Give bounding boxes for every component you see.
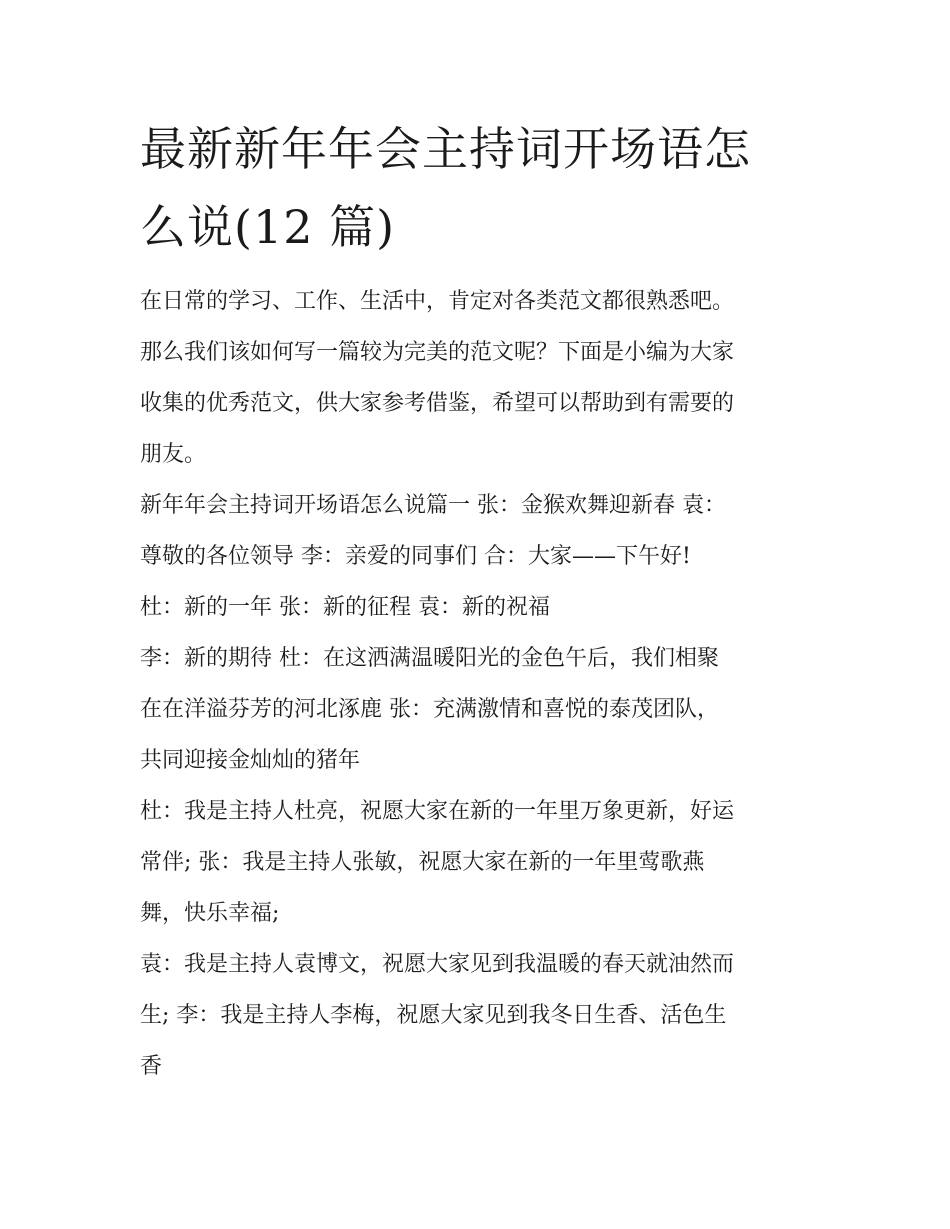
text-line: 收集的优秀范文，供大家参考借鉴，希望可以帮助到有需要的 — [140, 391, 735, 416]
document-title — [140, 110, 820, 266]
text-line: 朋友。 — [140, 442, 207, 467]
document-page — [140, 110, 820, 1092]
text-line: 杜：我是主持人杜亮，祝愿大家在新的一年里万象更新，好运 — [140, 799, 735, 824]
body-paragraph — [140, 480, 820, 582]
body-paragraph — [140, 786, 820, 939]
text-line: 尊敬的各位领导 李：亲爱的同事们 合：大家——下午好! — [140, 544, 691, 569]
text-line: 李：新的期待 杜：在这洒满温暖阳光的金色午后，我们相聚 — [140, 646, 719, 671]
body-paragraph — [140, 939, 820, 1092]
body-paragraph — [140, 633, 820, 786]
intro-paragraph — [140, 276, 820, 480]
body-paragraph — [140, 582, 820, 633]
text-line: 新年年会主持词开场语怎么说篇一 张：金猴欢舞迎新春 袁： — [140, 493, 726, 518]
text-line: 共同迎接金灿灿的猪年 — [140, 748, 361, 773]
text-line: 舞，快乐幸福; — [140, 901, 280, 926]
title-line-2: 么说(12 篇) — [140, 200, 396, 254]
document-body — [140, 276, 820, 1092]
text-line: 生; 李：我是主持人李梅，祝愿大家见到我冬日生香、活色生 — [140, 1003, 727, 1028]
text-line: 常伴; 张：我是主持人张敏，祝愿大家在新的一年里莺歌燕 — [140, 850, 705, 875]
text-line: 那么我们该如何写一篇较为完美的范文呢？下面是小编为大家 — [140, 340, 735, 365]
text-line: 香 — [140, 1054, 163, 1079]
text-line: 袁：我是主持人袁博文，祝愿大家见到我温暖的春天就油然而 — [140, 952, 735, 977]
text-line: 在在洋溢芬芳的河北涿鹿 张：充满激情和喜悦的泰茂团队， — [140, 697, 719, 722]
title-line-1: 最新新年年会主持词开场语怎 — [140, 122, 751, 176]
text-line: 在日常的学习、工作、生活中，肯定对各类范文都很熟悉吧。 — [140, 289, 735, 314]
text-line: 杜：新的一年 张：新的征程 袁：新的祝福 — [140, 595, 550, 620]
